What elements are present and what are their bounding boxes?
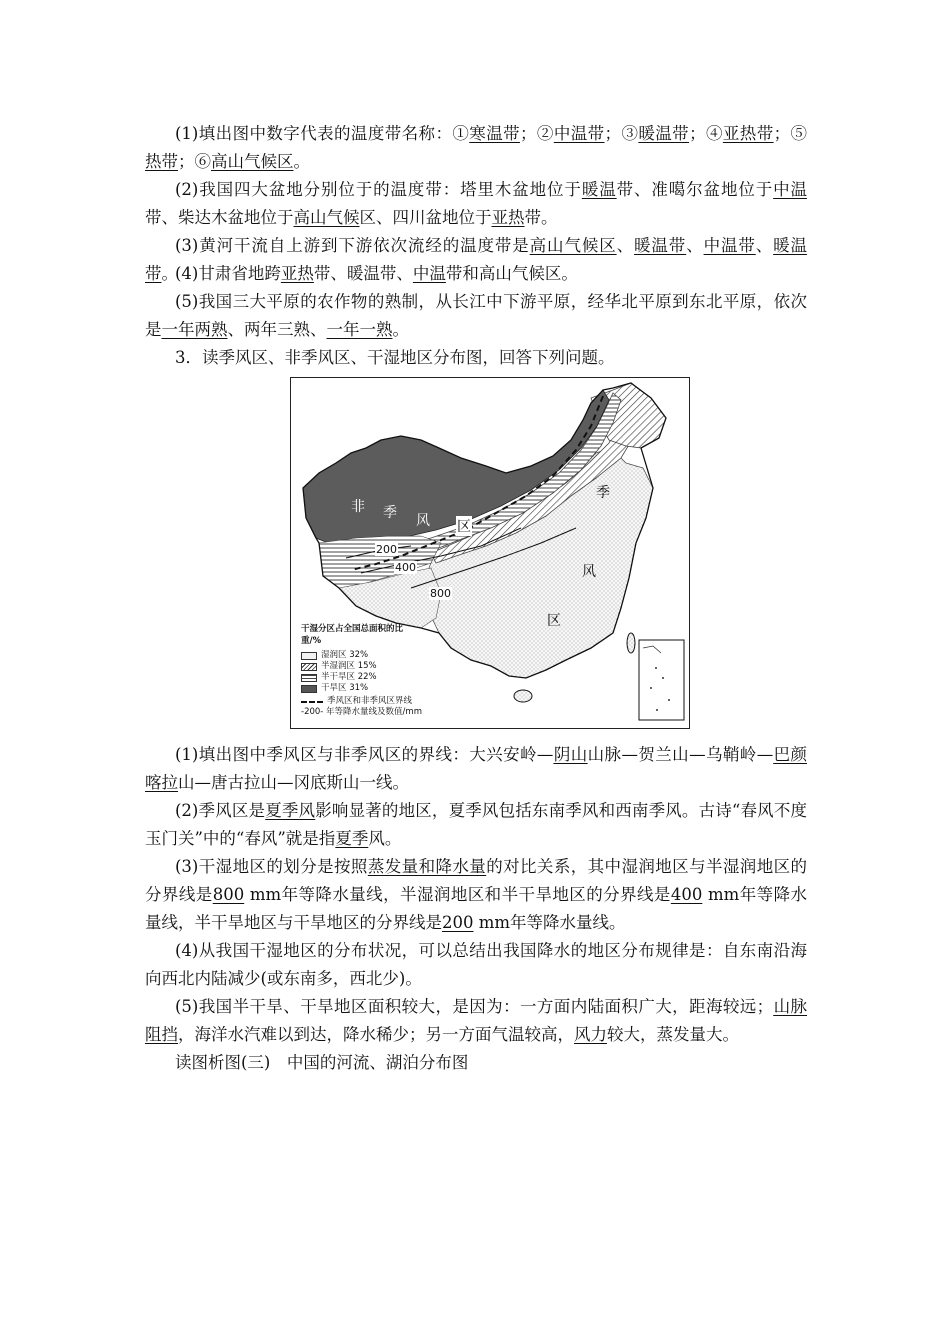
legend-item-humid <box>301 650 486 661</box>
inset-island <box>655 667 657 669</box>
text: (3)干湿地区的划分是按照 <box>175 857 368 876</box>
dry-wet-monsoon-map <box>290 377 690 729</box>
text: 区、四川盆地位于 <box>359 208 492 227</box>
legend-swatch <box>301 652 317 660</box>
answer: 400 <box>670 885 703 904</box>
legend-swatch <box>301 685 317 693</box>
legend-label: 半干旱区 22% <box>321 672 377 682</box>
text: 带、准噶尔盆地位于 <box>616 180 774 199</box>
q3-item-2 <box>145 797 807 853</box>
text: 、两年三熟、 <box>227 320 327 339</box>
text: ；④ <box>689 124 723 143</box>
text: 、 <box>686 236 704 255</box>
q3-title: 3．读季风区、非季风区、干湿地区分布图，回答下列问题。 <box>175 348 615 367</box>
q3-item-3 <box>145 853 807 937</box>
isoline-label-200: 200 <box>376 543 397 556</box>
legend-swatch <box>301 663 317 671</box>
text: (5)我国三大平原的农作物的熟制，从长江中下游平原，经华北平原到东北平原，依次是 <box>145 292 807 339</box>
legend-item-boundary <box>301 696 486 707</box>
answer: 热带 <box>145 152 178 171</box>
legend-label: 半湿润区 15% <box>321 661 377 671</box>
answer: 暖温带 <box>145 236 808 283</box>
text: (2)季风区是 <box>175 801 266 820</box>
answer: 寒温带 <box>469 124 520 143</box>
isoline-label-800: 800 <box>430 587 451 600</box>
text: (2)我国四大盆地分别位于的温度带：塔里木盆地位于 <box>175 180 582 199</box>
text: (4)甘肃省地跨 <box>175 264 281 283</box>
answer: 亚热带 <box>722 124 774 143</box>
answer: 亚热 <box>280 264 314 283</box>
label-qu-2: 区 <box>547 613 561 629</box>
text: 、 <box>616 236 635 255</box>
answer: 中温 <box>412 264 446 283</box>
text: 的对比关系，其中湿润地区与半湿润地区的分界线是 <box>145 857 807 904</box>
answer: 山脉阻挡 <box>145 997 807 1044</box>
text: 影响显著的地区，夏季风包括东南季风和西南季风。古诗“春风不度玉门关”中的“春风”就是指 <box>145 801 808 848</box>
text: ；⑥ <box>178 152 211 171</box>
q2-item-4 <box>145 260 807 288</box>
answer: 中温带 <box>703 236 756 255</box>
text: ；② <box>520 124 554 143</box>
label-feng-2: 风 <box>582 564 596 580</box>
text: 山脉—贺兰山—乌鞘岭— <box>587 745 774 764</box>
text: 较大，蒸发量大。 <box>607 1025 739 1044</box>
legend-label: 季风区和非季风区界线 <box>327 696 413 706</box>
answer: 高山气候区 <box>529 236 617 255</box>
text: (1)填出图中季风区与非季风区的界线：大兴安岭— <box>175 745 554 764</box>
label-feng-1: 风 <box>416 513 430 529</box>
text: ；⑤ <box>773 124 807 143</box>
answer: 一年一熟 <box>326 320 393 339</box>
text: 。 <box>293 152 310 171</box>
text: mm年等降水量线，半湿润地区和半干旱地区的分界线是 <box>244 885 671 904</box>
inset-island <box>662 677 664 679</box>
answer: 高山气候区 <box>211 152 294 171</box>
answer: 中温带 <box>553 124 605 143</box>
answer: 800 <box>212 885 245 904</box>
legend-item-arid <box>301 683 486 694</box>
text: 风。 <box>368 829 402 848</box>
q2-item-1 <box>145 120 807 176</box>
legend-swatch <box>301 674 317 682</box>
answer: 暖温带 <box>634 236 687 255</box>
legend-item-semi-humid <box>301 661 486 672</box>
legend-label: 湿润区 32% <box>321 650 369 660</box>
answer: 巴颜喀拉 <box>145 745 807 792</box>
label-ji-2: 季 <box>596 485 610 501</box>
q3-item-1 <box>145 741 807 797</box>
q2-item-2 <box>145 176 807 232</box>
answer: 风力 <box>574 1025 607 1044</box>
answer: 一年两熟 <box>161 320 228 339</box>
text: 、 <box>755 236 774 255</box>
text: 带和高山气候区。 <box>445 264 578 283</box>
text: 带、暖温带、 <box>313 264 413 283</box>
legend-dash <box>301 701 323 703</box>
answer: 夏季 <box>335 829 369 848</box>
legend-label: 干旱区 31% <box>321 683 369 693</box>
answer: 亚热 <box>491 208 525 227</box>
text: 山—唐古拉山—冈底斯山一线。 <box>178 773 409 792</box>
q3-item-4 <box>145 937 807 993</box>
legend-item-semi-arid <box>301 672 486 683</box>
isoline-label-400: 400 <box>395 561 416 574</box>
inset-island <box>668 699 670 701</box>
inset-island <box>650 687 652 689</box>
label-fei: 非 <box>351 499 365 515</box>
text: ；③ <box>604 124 639 143</box>
text: (5)我国半干旱、干旱地区面积较大，是因为：一方面内陆面积广大，距海较远； <box>175 997 774 1016</box>
text: (3)黄河干流自上游到下游依次流经的温度带是 <box>175 236 530 255</box>
legend-item-isoline <box>301 707 486 718</box>
map-legend <box>301 623 486 718</box>
text: mm年等降水量线，半干旱地区与干旱地区的分界线是 <box>145 885 807 932</box>
text: 带。 <box>524 208 558 227</box>
hainan-island <box>514 690 532 702</box>
text: (4)从我国干湿地区的分布状况，可以总结出我国降水的地区分布规律是：自东南沿海向西北内陆减少(或东南多，西北少)。 <box>145 941 807 988</box>
answer: 夏季风 <box>265 801 316 820</box>
answer: 高山气候 <box>293 208 360 227</box>
section-footer-title: 读图析图(三) 中国的河流、湖泊分布图 <box>175 1053 469 1072</box>
taiwan-island <box>627 633 635 653</box>
label-ji-1: 季 <box>383 505 397 521</box>
answer: 暖温 <box>581 180 617 199</box>
text: ，海洋水汽难以到达，降水稀少；另一方面气温较高， <box>178 1025 574 1044</box>
text: 。 <box>392 320 409 339</box>
text: mm年等降水量线。 <box>473 913 626 932</box>
legend-label: -200- 年等降水量线及数值/mm <box>301 707 422 717</box>
text: (1)填出图中数字代表的温度带名称：① <box>175 124 470 143</box>
legend-title: 干湿分区占全国总面积的比重/% <box>301 624 404 646</box>
answer: 200 <box>442 913 474 932</box>
q3-item-5 <box>145 993 807 1049</box>
answer: 暖温带 <box>638 124 690 143</box>
q2-item-5 <box>145 288 807 344</box>
text: 带、柴达木盆地位于 <box>145 208 294 227</box>
south-china-sea-inset <box>639 640 684 720</box>
answer: 阴山 <box>553 745 588 764</box>
inset-island <box>656 709 658 711</box>
answer: 蒸发量和降水量 <box>367 857 487 876</box>
answer: 中温 <box>773 180 808 199</box>
text: 。 <box>161 264 178 283</box>
label-qu-1: 区 <box>456 516 472 536</box>
